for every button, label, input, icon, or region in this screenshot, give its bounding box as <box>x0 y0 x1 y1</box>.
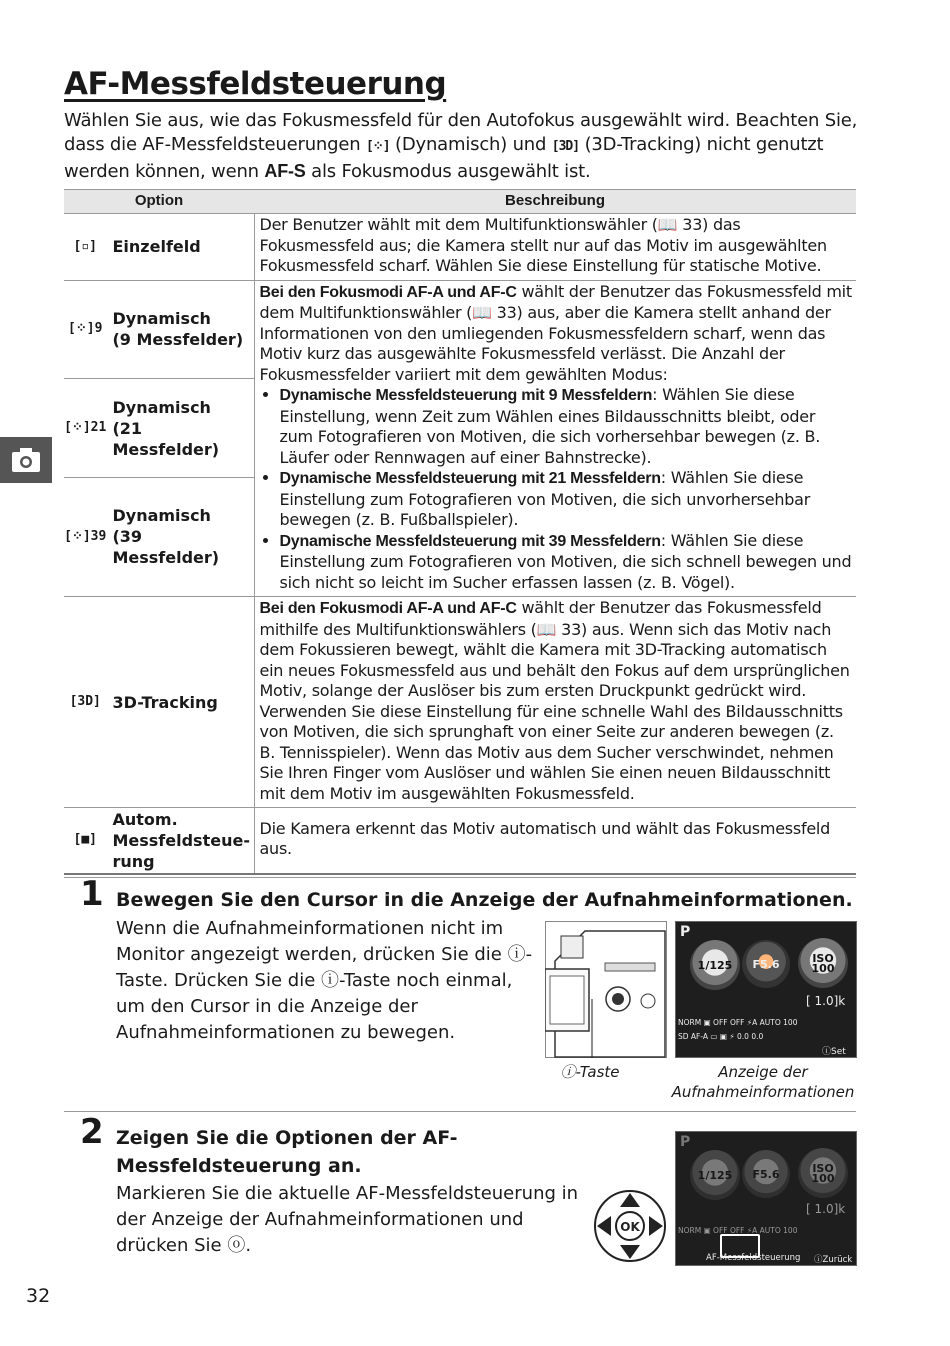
camera-icon <box>0 437 52 483</box>
iso-dial: ISO 100 <box>798 1148 848 1198</box>
list-item: • Dynamische Messfeldsteuerung mit 21 Messfeldern: Wählen Sie diese Einstellung zum Fotografieren von Motiven, die sich unvorhersehbar bewegen (z. B. Fußballspieler). <box>280 468 853 531</box>
option-name: Dynamisch (39 Messfelder) <box>106 477 254 596</box>
table-row <box>64 214 856 281</box>
option-description: Der Benutzer wählt mit dem Multifunktionswähler (📖 33) das Fokusmessfeld aus; die Kamera stellt nur auf das Motiv im ausgewählten Fokusmessfeld scharf. Wählen Sie diese Einstellung für statische Motive. <box>254 214 856 281</box>
step-text: Wenn die Aufnahmeinformationen nicht im Monitor angezeigt werden, drücken Sie die ⓘ-Taste. Drücken Sie die ⓘ-Taste noch einmal, um den Cursor in die Anzeige der Aufnahmeinformationen zu bewegen. <box>116 918 533 1043</box>
dynamic-39-icon: [⁘]39 <box>64 477 106 596</box>
single-point-icon: [▫] <box>64 214 106 281</box>
auto-area-icon: [■] <box>64 808 106 874</box>
chapter-tab <box>0 437 52 483</box>
ok-label: OK <box>620 1220 640 1234</box>
table-row <box>64 597 856 808</box>
divider <box>64 1111 856 1112</box>
step-heading: Zeigen Sie die Optionen der AF- Messfeldsteuerung an. <box>116 1127 458 1177</box>
page-number: 32 <box>26 1285 51 1307</box>
option-name: Einzelfeld <box>106 214 254 281</box>
option-description: Bei den Fokusmodi AF-A und AF-C wählt der Benutzer das Fokusmessfeld mithilfe des Multifunktionswählers (📖 33) aus. Wenn sich das Motiv nach dem Fokussieren bewegt, wählt die Kamera mit 3D-Tracking automatisch ein neues Fokusmessfeld aus und behält den Fokus auf dem ursprünglichen Motiv, solange der Auslöser bis zum ersten Druckpunkt gedrückt wird. Verwenden Sie diese Einstellung für eine schnelle Wahl des Bildausschnitts von Motiven, die sich sprunghaft von einer Seite zur anderen bewegen (z. B. Tennisspieler). Wenn das Motiv aus dem Sucher verschwindet, nehmen Sie Ihren Finger vom Auslöser und wählen Sie einen neuen Bildausschnitt mit dem Motiv im ausgewählten Fokusmessfeld. <box>254 597 856 808</box>
option-description: Die Kamera erkennt das Motiv automatisch und wählt das Fokusmessfeld aus. <box>254 808 856 874</box>
list-item: • Dynamische Messfeldsteuerung mit 39 Messfeldern: Wählen Sie diese Einstellung zum Fotografieren von Motiven, die sich schnell bewegen und sich nicht so leicht im Sucher erfassen lassen (z. B. Vögel). <box>280 531 853 594</box>
dynamic-description: Bei den Fokusmodi AF-A und AF-C wählt der Benutzer das Fokusmessfeld mit dem Multifunktionswähler (📖 33) aus, aber die Kamera stellt anhand der Informationen von den umliegenden Fokusmessfeldern scharf, wenn das Motiv kurz das ausgewählte Fokusmessfeld verlässt. Die Anzahl der Fokusmessfelder variiert mit dem gewählten Modus: • Dynamische Messfeldsteuerung mit 9 Messfeldern: Wählen Sie diese Einstellung, wenn Zeit zum Wählen eines Bildausschnitts bleibt, oder zum Fotografieren von Motiven, die sich vorhersehbar bewegen (z. B. Läufer oder Rennwagen auf einer Bahnstrecke). • Dynamische Messfeldsteuerung mit 21 Messfeldern: Wählen Sie diese Einstellung zum Fotografieren von Motiven, die sich unvorhersehbar bewegen (z. B. Fußballspieler). • Dynamische Messfeldsteuerung mit 39 Messfeldern: Wählen Sie diese Einstellung zum Fotografieren von Motiven, die sich schnell bewegen und sich nicht so leicht im Sucher erfassen lassen (z. B. Vögel). <box>254 280 856 597</box>
aperture-dial: F5.6 <box>742 940 790 988</box>
dynamic-area-icon: [⁘] <box>365 139 390 154</box>
option-name: Autom. Messfeldsteue- rung <box>106 808 254 874</box>
button-caption: ⓘ-Taste <box>560 1063 620 1081</box>
intro-paragraph: Wählen Sie aus, wie das Fokusmessfeld für den Autofokus ausgewählt wird. Beachten Sie, dass die AF-Messfeldsteuerungen [⁘] (Dynamisch) und [3D] (3D-Tracking) nicht genutzt werden können, wenn AF-S als Fokusmodus ausgewählt ist. <box>64 110 858 182</box>
table-row <box>64 808 856 874</box>
shooting-info-display-af: P 1/125 F5.6 ISO 100 [ 1.0]k NORM ▣ OFF OFF ⚡A AUTO 100 AF-Messfeldsteuerung ⓘZurück <box>675 1131 857 1266</box>
shooting-info-display: P 1/125 F5.6 ISO 100 [ 1.0]k NORM ▣ OFF OFF ⚡A AUTO 100 SD AF-A ▭ ▣ ⚡ 0.0 0.0 ⓘSet <box>675 921 857 1058</box>
step-text: Markieren Sie die aktuelle AF-Messfeldsteuerung in der Anzeige der Aufnahmeinformationen und drücken Sie ⓞ. <box>116 1183 579 1256</box>
dynamic-9-icon: [⁘]9 <box>64 280 106 379</box>
iso-dial: ISO 100 <box>798 938 848 988</box>
step-number: 2 <box>80 1112 104 1152</box>
option-name: Dynamisch (9 Messfelder) <box>106 280 254 379</box>
dynamic-21-icon: [⁘]21 <box>64 379 106 478</box>
camera-back-illustration <box>545 921 667 1058</box>
3d-tracking-icon: [3D] <box>64 597 106 808</box>
col-description-header: Beschreibung <box>254 190 856 214</box>
shutter-dial: 1/125 <box>690 940 740 990</box>
dynamic-modes-list <box>260 385 853 593</box>
table-row <box>64 280 856 379</box>
display-caption: Anzeige der Aufnahmeinformationen <box>671 1063 855 1101</box>
3d-tracking-icon: [3D] <box>551 139 580 154</box>
step-heading: Bewegen Sie den Cursor in die Anzeige der Aufnahmeinformationen. <box>116 889 853 911</box>
list-item: • Dynamische Messfeldsteuerung mit 9 Messfeldern: Wählen Sie diese Einstellung, wenn Zeit zum Wählen eines Bildausschnitts bleibt, oder zum Fotografieren von Motiven, die sich vorhersehbar bewegen (z. B. Läufer oder Rennwagen auf einer Bahnstrecke). <box>280 385 853 468</box>
multi-selector-icon <box>593 1189 667 1263</box>
af-area-options-table <box>64 189 856 875</box>
option-name: 3D-Tracking <box>106 597 254 808</box>
page-title: AF-Messfeldsteuerung <box>64 66 447 102</box>
divider <box>64 877 856 878</box>
shutter-dial: 1/125 <box>690 1150 740 1200</box>
aperture-dial: F5.6 <box>742 1150 790 1198</box>
col-option-header: Option <box>64 190 254 214</box>
option-name: Dynamisch (21 Messfelder) <box>106 379 254 478</box>
step-number: 1 <box>80 874 104 914</box>
